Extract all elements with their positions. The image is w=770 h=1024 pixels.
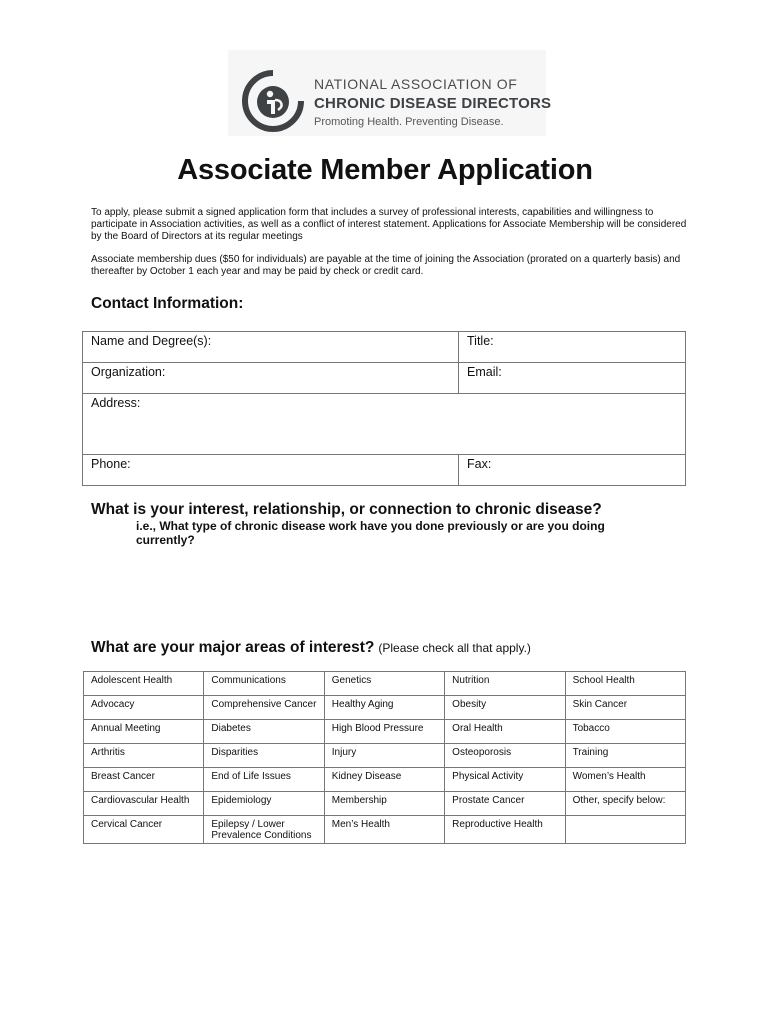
interest-subheading: i.e., What type of chronic disease work have you done previously or are you doing currently?	[136, 519, 605, 547]
logo-org-line2: CHRONIC DISEASE DIRECTORS	[314, 95, 552, 112]
address-label: Address:	[91, 396, 141, 410]
interest-option[interactable]: Men’s Health	[324, 816, 444, 844]
interest-option[interactable]: Epidemiology	[204, 792, 324, 816]
table-row	[84, 696, 686, 720]
interest-option[interactable]: Reproductive Health	[445, 816, 565, 844]
fax-label: Fax:	[467, 457, 492, 471]
intro-paragraph-1: To apply, please submit a signed application form that includes a survey of professional interests, capabilities and willingness to participate in Association activities, as well as a conflict of interest statement. Applications for Associate Membership will be considered by the Board of Directors at its regular meetings	[91, 207, 687, 242]
title-label: Title:	[467, 334, 494, 348]
email-label: Email:	[467, 365, 502, 379]
interest-option[interactable]: Cervical Cancer	[84, 816, 204, 844]
interest-option[interactable]: Nutrition	[445, 672, 565, 696]
areas-heading-text: What are your major areas of interest?	[91, 639, 375, 656]
name-label: Name and Degree(s):	[91, 334, 212, 348]
interest-option[interactable]: Healthy Aging	[324, 696, 444, 720]
table-row	[84, 672, 686, 696]
interest-option[interactable]: Membership	[324, 792, 444, 816]
interest-heading: What is your interest, relationship, or connection to chronic disease?	[91, 501, 602, 518]
table-row	[84, 720, 686, 744]
intro-paragraph-2: Associate membership dues ($50 for individuals) are payable at the time of joining the Association (prorated on a quarterly basis) and thereafter by October 1 each year and may be paid by check or credit card.	[91, 254, 681, 277]
interest-option[interactable]: Other, specify below:	[565, 792, 685, 816]
organization-field[interactable]	[83, 363, 459, 394]
interest-option[interactable]	[565, 816, 685, 844]
interest-option[interactable]: Communications	[204, 672, 324, 696]
interest-option[interactable]: Diabetes	[204, 720, 324, 744]
interest-option[interactable]: Comprehensive Cancer	[204, 696, 324, 720]
interest-option[interactable]: Breast Cancer	[84, 768, 204, 792]
interest-option[interactable]: Disparities	[204, 744, 324, 768]
interest-option[interactable]: Adolescent Health	[84, 672, 204, 696]
interest-option[interactable]: Arthritis	[84, 744, 204, 768]
phone-field[interactable]	[83, 455, 459, 486]
organization-label: Organization:	[91, 365, 166, 379]
interest-option[interactable]: Training	[565, 744, 685, 768]
areas-note: (Please check all that apply.)	[378, 641, 531, 655]
title-field[interactable]	[459, 332, 686, 363]
interest-option[interactable]: Osteoporosis	[445, 744, 565, 768]
interest-option[interactable]: End of Life Issues	[204, 768, 324, 792]
fax-field[interactable]	[459, 455, 686, 486]
interest-option[interactable]: Advocacy	[84, 696, 204, 720]
interest-option[interactable]: High Blood Pressure	[324, 720, 444, 744]
address-field[interactable]	[83, 394, 686, 455]
interest-option[interactable]: Physical Activity	[445, 768, 565, 792]
interest-option[interactable]: Cardiovascular Health	[84, 792, 204, 816]
interest-option[interactable]: Prostate Cancer	[445, 792, 565, 816]
contact-heading: Contact Information:	[91, 295, 244, 312]
interest-option[interactable]: Tobacco	[565, 720, 685, 744]
interest-option[interactable]: Oral Health	[445, 720, 565, 744]
interest-option[interactable]: Obesity	[445, 696, 565, 720]
areas-heading	[91, 639, 531, 657]
phone-label: Phone:	[91, 457, 131, 471]
table-row	[84, 744, 686, 768]
name-field[interactable]	[83, 332, 459, 363]
areas-table	[83, 671, 686, 844]
logo-tagline: Promoting Health. Preventing Disease.	[314, 116, 504, 128]
interest-option[interactable]: Genetics	[324, 672, 444, 696]
table-row	[84, 816, 686, 844]
interest-option[interactable]: Annual Meeting	[84, 720, 204, 744]
interest-option[interactable]: Injury	[324, 744, 444, 768]
email-field[interactable]	[459, 363, 686, 394]
interest-option[interactable]: Women’s Health	[565, 768, 685, 792]
contact-table	[82, 331, 686, 486]
logo-org-line1: NATIONAL ASSOCIATION OF	[314, 76, 518, 92]
logo	[228, 50, 552, 136]
table-row	[84, 768, 686, 792]
interest-option[interactable]: Kidney Disease	[324, 768, 444, 792]
interest-option[interactable]: Skin Cancer	[565, 696, 685, 720]
interest-option[interactable]: Epilepsy / Lower Prevalence Conditions	[204, 816, 324, 844]
table-row	[84, 792, 686, 816]
interest-option[interactable]: School Health	[565, 672, 685, 696]
page-title: Associate Member Application	[177, 154, 593, 186]
ncdd-logo-icon	[242, 70, 304, 132]
